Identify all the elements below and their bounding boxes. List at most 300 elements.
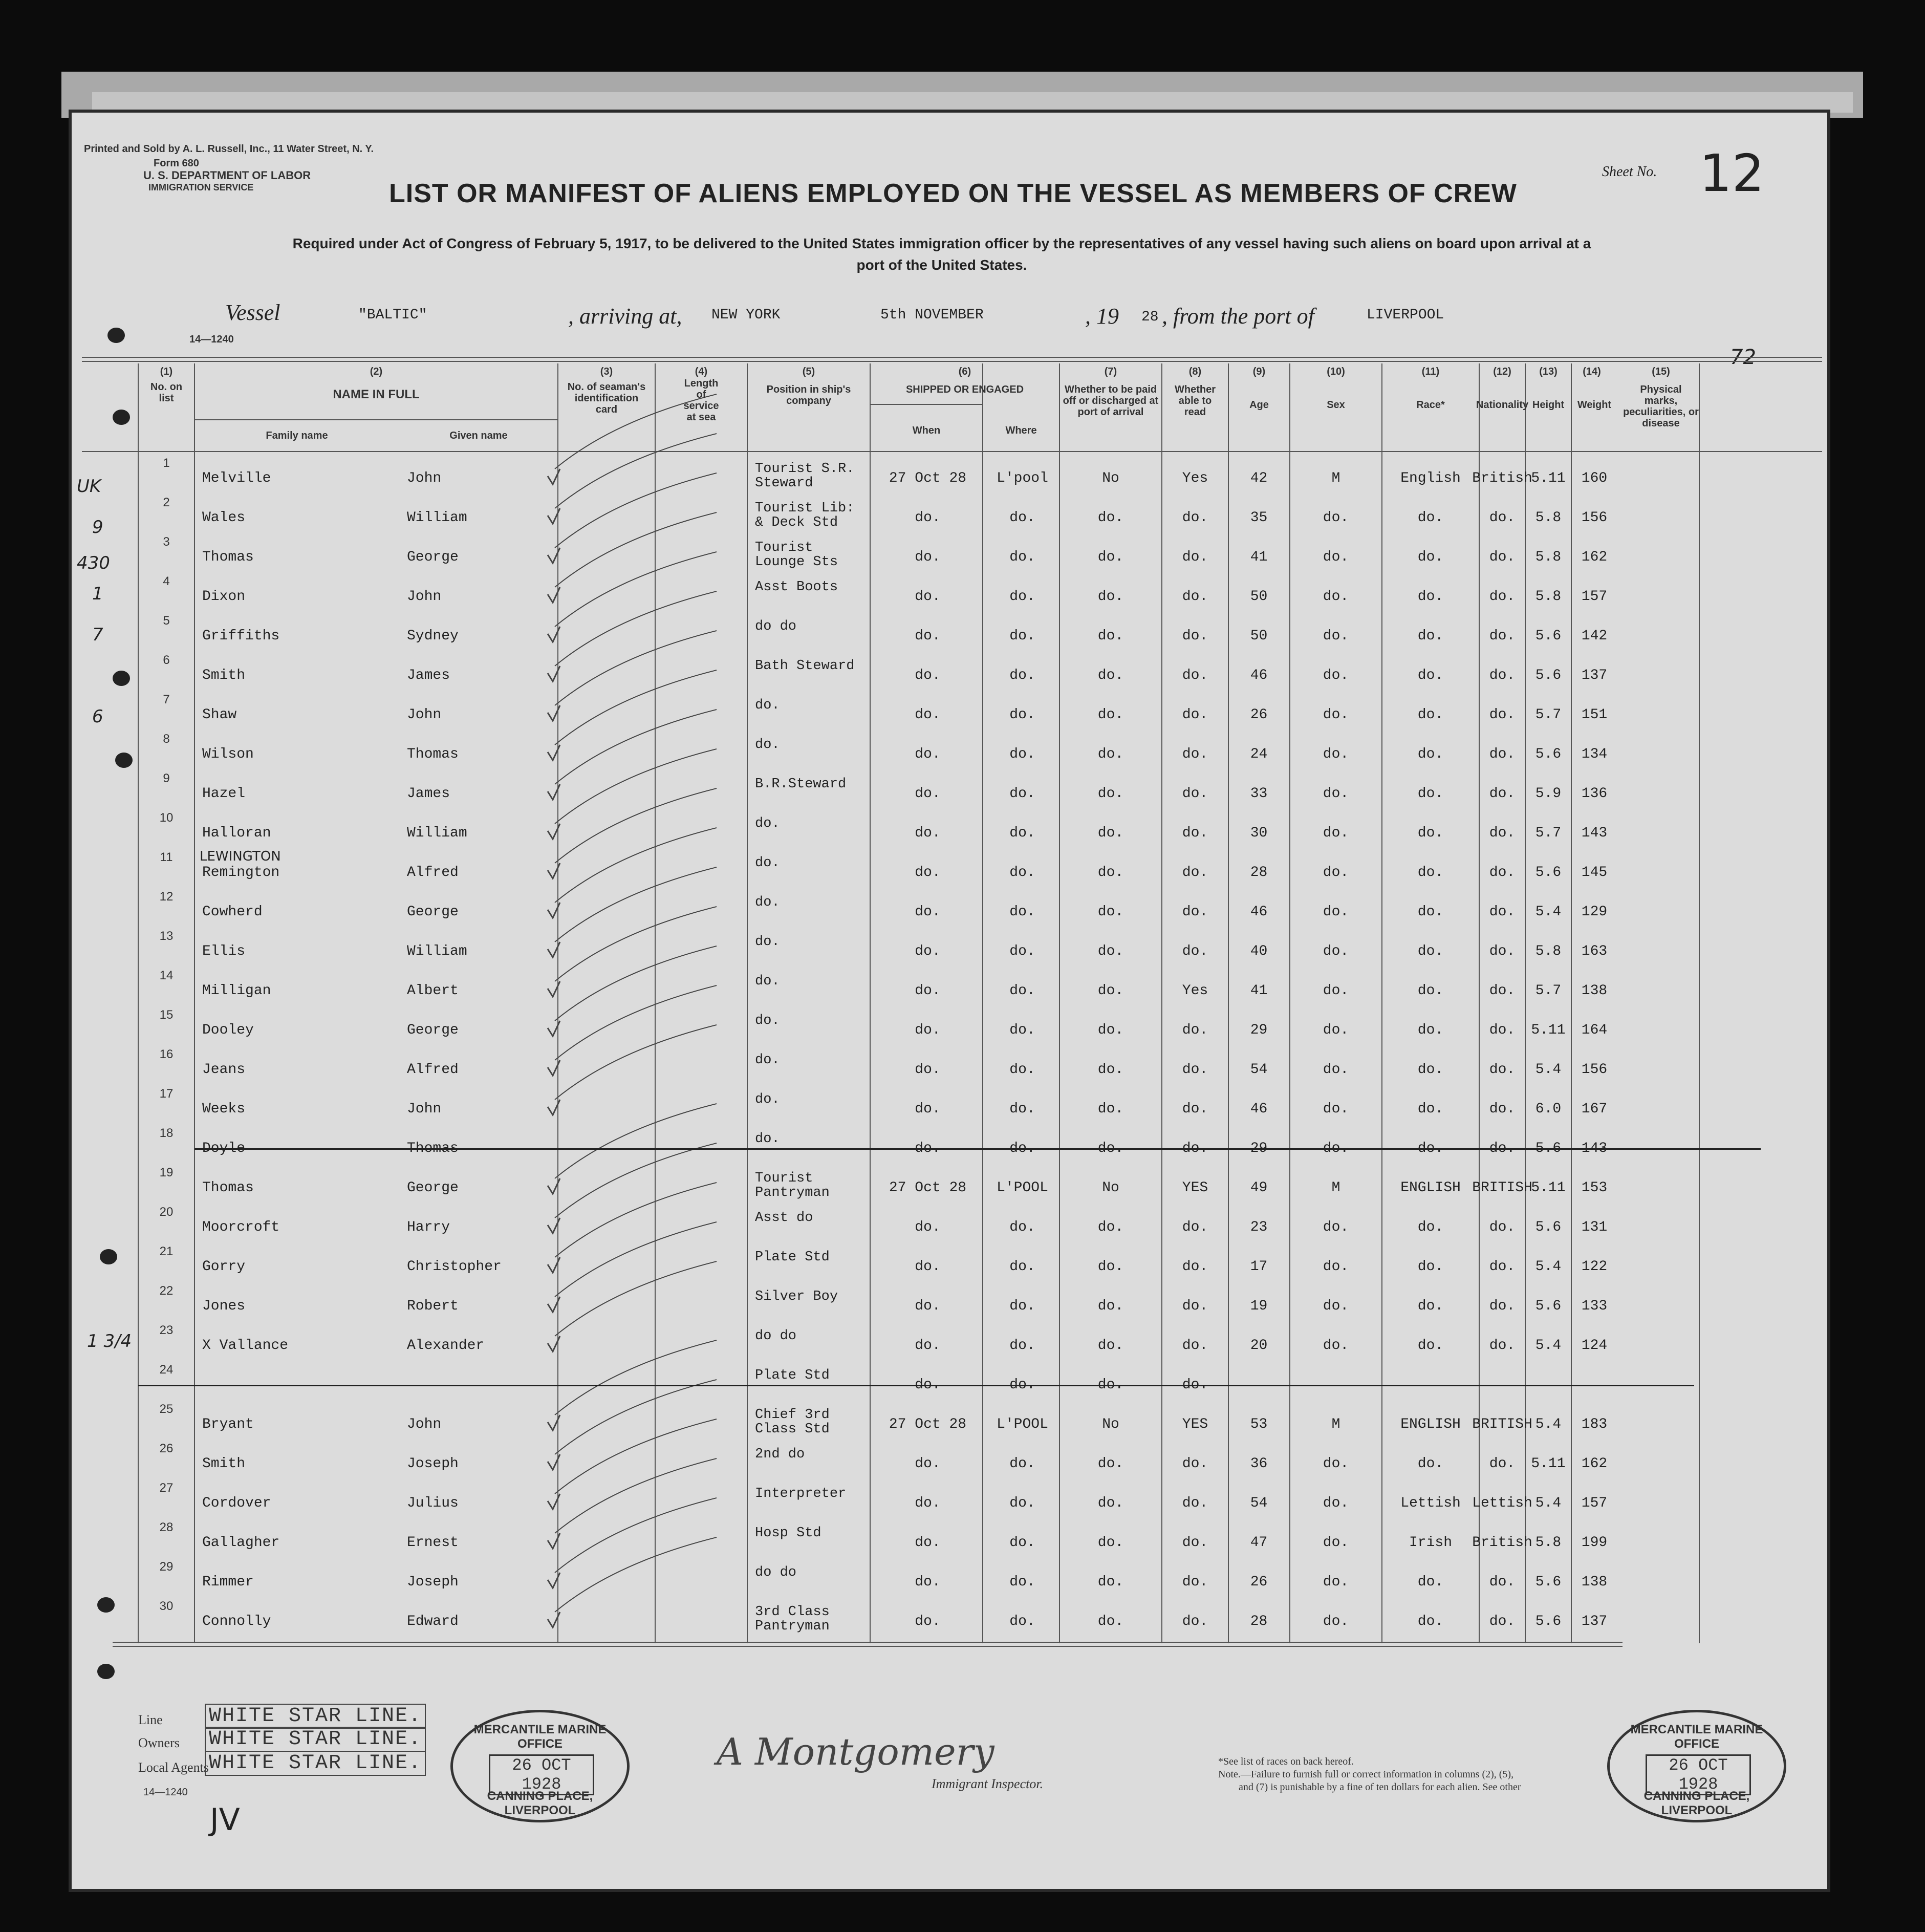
cell-height: 5.4 [1535, 1495, 1562, 1511]
cell-sex: do. [1323, 983, 1349, 999]
cell-no: 4 [163, 574, 170, 588]
cell-nat: do. [1489, 983, 1516, 999]
cell-paid: do. [1097, 1614, 1124, 1629]
cell-sex: do. [1323, 825, 1349, 841]
col5-label: Position in ship's company [766, 384, 851, 406]
margin-note: 7 [92, 625, 103, 645]
cell-height: 5.8 [1535, 1535, 1562, 1551]
cell-weight: 163 [1581, 943, 1608, 959]
cell-weight: 164 [1581, 1022, 1608, 1038]
cell-paid: do. [1097, 1219, 1124, 1235]
cell-position: do. [755, 1053, 780, 1068]
cell-where: L'POOL [997, 1416, 1048, 1432]
initials: JV [210, 1802, 240, 1838]
cell-paid: do. [1097, 1338, 1124, 1354]
cell-when: do. [915, 825, 941, 841]
cell-age: 53 [1250, 1416, 1268, 1432]
cell-age: 19 [1250, 1298, 1268, 1314]
page-title: LIST OR MANIFEST OF ALIENS EMPLOYED ON THE VESSEL AS MEMBERS OF CREW [389, 179, 1517, 208]
cell-family: Dooley [202, 1022, 254, 1038]
arriving-label: , arriving at, [568, 304, 682, 329]
cell-weight: 156 [1581, 510, 1608, 526]
cell-paid: do. [1097, 1062, 1124, 1078]
cell-age: 20 [1250, 1338, 1268, 1354]
cell-where: do. [1009, 549, 1035, 565]
table-row [72, 1323, 1827, 1372]
cell-when: do. [915, 1062, 941, 1078]
cell-age: 28 [1250, 1614, 1268, 1629]
cell-race: English [1400, 470, 1461, 486]
subtitle-line2: port of the United States. [856, 257, 1027, 273]
cell-no: 21 [159, 1244, 174, 1258]
departure-port: LIVERPOOL [1367, 307, 1444, 323]
cell-position: do. [755, 698, 780, 713]
cell-read: do. [1182, 1219, 1208, 1235]
cell-given: James [407, 786, 450, 802]
cell-when: do. [915, 943, 941, 959]
cell-age: 29 [1250, 1022, 1268, 1038]
cell-family: X Vallance [202, 1338, 289, 1354]
cell-race: do. [1417, 1062, 1444, 1078]
table-row [72, 1205, 1827, 1254]
cell-race: do. [1417, 549, 1444, 565]
cell-given: William [407, 825, 467, 841]
col15-num: (15) [1652, 366, 1670, 377]
cell-read: do. [1182, 1456, 1208, 1472]
cell-paid: do. [1097, 786, 1124, 802]
cell-sex: do. [1323, 1495, 1349, 1511]
cell-when: do. [915, 510, 941, 526]
cell-family: Cordover [202, 1495, 271, 1511]
cell-race: do. [1417, 510, 1444, 526]
cell-where: do. [1009, 1495, 1035, 1511]
table-row [72, 456, 1827, 505]
cell-when: do. [915, 1141, 941, 1156]
cell-race: do. [1417, 1101, 1444, 1117]
cell-given: James [407, 668, 450, 683]
cell-no: 12 [159, 890, 174, 904]
cell-position: Chief 3rd Class Std [755, 1407, 830, 1437]
cell-where: do. [1009, 668, 1035, 683]
cell-given: Robert [407, 1298, 459, 1314]
cell-read: do. [1182, 1338, 1208, 1354]
cell-nat: Lettish [1472, 1495, 1532, 1511]
cell-no: 7 [163, 693, 170, 706]
cell-weight: 134 [1581, 746, 1608, 762]
cell-sex: do. [1323, 1141, 1349, 1156]
cell-height: 5.7 [1535, 825, 1562, 841]
cell-paid: do. [1097, 589, 1124, 605]
cell-read: do. [1182, 1298, 1208, 1314]
cell-read: do. [1182, 1495, 1208, 1511]
cell-where: do. [1009, 825, 1035, 841]
cell-height: 5.7 [1535, 983, 1562, 999]
cell-family: Thomas [202, 549, 254, 565]
cell-read: do. [1182, 943, 1208, 959]
cell-position: Silver Boy [755, 1289, 838, 1304]
cell-sex: do. [1323, 943, 1349, 959]
cell-height: 6.0 [1535, 1101, 1562, 1117]
cell-no: 16 [159, 1047, 174, 1061]
cell-family: Smith [202, 668, 246, 683]
cell-no: 11 [160, 850, 173, 864]
line-label: Line [138, 1712, 163, 1727]
col10-num: (10) [1327, 366, 1345, 377]
cell-weight: 129 [1581, 904, 1608, 920]
owners-value: WHITE STAR LINE. [205, 1727, 426, 1752]
table-row [72, 574, 1827, 624]
year-prefix: , 19 [1085, 304, 1119, 329]
cell-height: 5.8 [1535, 549, 1562, 565]
cell-when: do. [915, 1377, 941, 1393]
col11-label: Race* [1416, 399, 1445, 411]
cell-no: 3 [163, 535, 170, 549]
cell-sex: do. [1323, 549, 1349, 565]
cell-weight: 137 [1581, 1614, 1608, 1629]
cell-sex: do. [1323, 1022, 1349, 1038]
col12-label: Nationality [1476, 399, 1529, 411]
footnote-note: Note.—Failure to furnish full or correct information in columns (2), (5), [1218, 1769, 1514, 1780]
agents-value: WHITE STAR LINE. [205, 1751, 426, 1776]
cell-position: Bath Steward [755, 658, 855, 674]
table-row [72, 1560, 1827, 1609]
table-row [72, 969, 1827, 1018]
cell-height: 5.11 [1531, 1180, 1566, 1196]
cell-given: Christopher [407, 1259, 502, 1275]
cell-paid: do. [1097, 549, 1124, 565]
col10-label: Sex [1327, 399, 1345, 411]
cell-family: Dixon [202, 589, 246, 605]
cell-height: 5.8 [1535, 510, 1562, 526]
col6-num: (6) [958, 366, 971, 377]
cell-family: Gallagher [202, 1535, 280, 1551]
cell-where: do. [1009, 1298, 1035, 1314]
cell-read: YES [1182, 1416, 1208, 1432]
cell-age: 42 [1250, 470, 1268, 486]
cell-when: do. [915, 1495, 941, 1511]
cell-race: ENGLISH [1400, 1180, 1461, 1196]
cell-sex: do. [1323, 865, 1349, 881]
col2-label: NAME IN FULL [333, 388, 420, 401]
cell-nat: do. [1489, 1219, 1516, 1235]
cell-given: William [407, 943, 467, 959]
cell-read: do. [1182, 1022, 1208, 1038]
cell-race: do. [1417, 1574, 1444, 1590]
cell-family: Thomas [202, 1180, 254, 1196]
cell-no: 19 [159, 1166, 174, 1179]
cell-sex: M [1331, 1180, 1340, 1196]
cell-paid: do. [1097, 1259, 1124, 1275]
cell-position: Asst do [755, 1210, 813, 1226]
col3-num: (3) [600, 366, 613, 377]
col4-label: Length of service at sea [683, 378, 719, 423]
cell-weight: 131 [1581, 1219, 1608, 1235]
cell-nat: do. [1489, 1259, 1516, 1275]
cell-given: George [407, 549, 459, 565]
cell-age: 49 [1250, 1180, 1268, 1196]
col5-num: (5) [802, 366, 815, 377]
cell-family: Ellis [202, 943, 246, 959]
table-row [72, 693, 1827, 742]
cell-when: do. [915, 1535, 941, 1551]
agents-label: Local Agents [138, 1760, 209, 1775]
cell-no: 26 [159, 1442, 174, 1455]
col6-label: SHIPPED OR ENGAGED [905, 384, 1024, 395]
cell-nat: British [1472, 470, 1532, 486]
cell-family: Smith [202, 1456, 246, 1472]
cell-weight: 124 [1581, 1338, 1608, 1354]
cell-nat: do. [1489, 943, 1516, 959]
table-row [72, 732, 1827, 781]
cell-height: 5.4 [1535, 1416, 1562, 1432]
cell-nat: do. [1489, 549, 1516, 565]
cell-race: do. [1417, 589, 1444, 605]
cell-race: do. [1417, 983, 1444, 999]
cell-sex: do. [1323, 707, 1349, 723]
cell-given: Alexander [407, 1338, 485, 1354]
cell-age: 50 [1250, 628, 1268, 644]
col13-label: Height [1532, 399, 1565, 411]
table-row [72, 496, 1827, 545]
cell-race: do. [1417, 825, 1444, 841]
cell-given: Alfred [407, 1062, 459, 1078]
cell-family: Moorcroft [202, 1219, 280, 1235]
margin-note: 1 [92, 584, 103, 604]
cell-height: 5.6 [1535, 628, 1562, 644]
cell-height: 5.11 [1531, 470, 1566, 486]
cell-no: 24 [159, 1363, 174, 1377]
cell-when: do. [915, 865, 941, 881]
vessel-label: Vessel [225, 300, 280, 325]
cell-age: 24 [1250, 746, 1268, 762]
cell-when: do. [915, 786, 941, 802]
cell-height: 5.6 [1535, 668, 1562, 683]
cell-paid: do. [1097, 1022, 1124, 1038]
cell-sex: do. [1323, 628, 1349, 644]
count-note: 72 [1730, 346, 1756, 369]
col4-num: (4) [695, 366, 708, 377]
cell-nat: BRITISH [1472, 1180, 1532, 1196]
cell-where: do. [1009, 1101, 1035, 1117]
owners-label: Owners [138, 1735, 180, 1750]
cell-read: do. [1182, 707, 1208, 723]
cell-no: 9 [163, 771, 170, 785]
cell-nat: do. [1489, 825, 1516, 841]
cell-read: do. [1182, 1535, 1208, 1551]
cell-paid: do. [1097, 1495, 1124, 1511]
col9-num: (9) [1252, 366, 1266, 377]
cell-age: 36 [1250, 1456, 1268, 1472]
cell-race: do. [1417, 1259, 1444, 1275]
cell-weight: 199 [1581, 1535, 1608, 1551]
cell-position: 3rd Class Pantryman [755, 1604, 830, 1634]
cell-family: Gorry [202, 1259, 246, 1275]
cell-age: 26 [1250, 1574, 1268, 1590]
cell-position: do do [755, 1328, 797, 1344]
cell-nat: do. [1489, 1022, 1516, 1038]
cell-no: 23 [159, 1323, 174, 1337]
crew-rows [72, 456, 1827, 1643]
cell-position: do. [755, 855, 780, 871]
cell-height: 5.9 [1535, 786, 1562, 802]
cell-position: B.R.Steward [755, 777, 847, 792]
cell-family: Remington [202, 865, 280, 881]
col7-num: (7) [1104, 366, 1117, 377]
cell-given: George [407, 1022, 459, 1038]
cell-given: Joseph [407, 1456, 459, 1472]
stamp-bottom-text: CANNING PLACE, LIVERPOOL [1643, 1789, 1750, 1817]
cell-read: do. [1182, 1101, 1208, 1117]
table-row [72, 771, 1827, 821]
cell-height: 5.6 [1535, 1614, 1562, 1629]
cell-when: do. [915, 1614, 941, 1629]
cell-read: do. [1182, 865, 1208, 881]
col3-label: No. of seaman's identification card [567, 381, 646, 415]
cell-age: 54 [1250, 1062, 1268, 1078]
cell-nat: do. [1489, 1101, 1516, 1117]
cell-nat: do. [1489, 1574, 1516, 1590]
cell-no: 14 [159, 969, 174, 982]
cell-read: do. [1182, 510, 1208, 526]
cell-given: Joseph [407, 1574, 459, 1590]
cell-where: do. [1009, 1377, 1035, 1393]
margin-note: 9 [92, 517, 103, 538]
cell-race: do. [1417, 668, 1444, 683]
col14-num: (14) [1583, 366, 1601, 377]
cell-position: do. [755, 1013, 780, 1028]
subtitle-line1: Required under Act of Congress of February 5, 1917, to be delivered to the United States immigration officer by the representatives of any vessel having such aliens on board upon arrival at a [292, 235, 1591, 251]
margin-note: 1 3/4 [87, 1331, 132, 1351]
cell-family: Wales [202, 510, 246, 526]
printer-line: Printed and Sold by A. L. Russell, Inc., 11 Water Street, N. Y. [84, 143, 374, 155]
cell-when: do. [915, 1219, 941, 1235]
cell-given: Thomas [407, 1141, 459, 1156]
cell-nat: do. [1489, 1614, 1516, 1629]
stamp-top-text: MERCANTILE MARINE OFFICE [1630, 1723, 1763, 1751]
cell-read: do. [1182, 825, 1208, 841]
cell-sex: do. [1323, 786, 1349, 802]
table-row [72, 614, 1827, 663]
cell-race: do. [1417, 865, 1444, 881]
cell-given: Sydney [407, 628, 459, 644]
cell-nat: do. [1489, 589, 1516, 605]
cell-weight: 143 [1581, 825, 1608, 841]
cell-no: 30 [159, 1599, 174, 1613]
cell-paid: No [1102, 1180, 1119, 1196]
cell-given: John [407, 1416, 442, 1432]
cell-where: do. [1009, 1062, 1035, 1078]
cell-position: Tourist S.R. Steward [755, 461, 855, 491]
cell-race: do. [1417, 1219, 1444, 1235]
cell-given: Thomas [407, 746, 459, 762]
cell-age: 40 [1250, 943, 1268, 959]
from-label: , from the port of [1162, 304, 1314, 329]
table-row [72, 811, 1827, 860]
cell-paid: do. [1097, 746, 1124, 762]
cell-age: 33 [1250, 786, 1268, 802]
col15-label: Physical marks, peculiarities, or disease [1623, 384, 1699, 429]
table-row [72, 1284, 1827, 1333]
col2-given-label: Given name [449, 430, 508, 441]
cell-age: 46 [1250, 904, 1268, 920]
table-row [72, 890, 1827, 939]
cell-no: 29 [159, 1560, 174, 1574]
cell-family: Rimmer [202, 1574, 254, 1590]
cell-sex: do. [1323, 746, 1349, 762]
cell-nat: British [1472, 1535, 1532, 1551]
cell-paid: do. [1097, 904, 1124, 920]
cell-nat: BRITISH [1472, 1416, 1532, 1432]
cell-family: Connolly [202, 1614, 271, 1629]
cell-no: 20 [159, 1205, 174, 1219]
family-name-correction: LEWINGTON [200, 849, 281, 864]
cell-no: 28 [159, 1520, 174, 1534]
cell-height: 5.7 [1535, 707, 1562, 723]
cell-where: do. [1009, 904, 1035, 920]
cell-weight: 138 [1581, 983, 1608, 999]
cell-weight: 133 [1581, 1298, 1608, 1314]
stamp-date: 26 OCT 1928 [489, 1754, 594, 1795]
cell-family: Jeans [202, 1062, 246, 1078]
cell-family: Cowherd [202, 904, 263, 920]
cell-where: do. [1009, 746, 1035, 762]
cell-when: do. [915, 1456, 941, 1472]
cell-age: 30 [1250, 825, 1268, 841]
cell-height: 5.6 [1535, 1298, 1562, 1314]
cell-weight: 162 [1581, 1456, 1608, 1472]
cell-read: Yes [1182, 470, 1208, 486]
table-row [72, 535, 1827, 584]
cell-no: 2 [163, 496, 170, 509]
cell-given: William [407, 510, 467, 526]
cell-given: Julius [407, 1495, 459, 1511]
table-row [72, 1442, 1827, 1491]
cell-when: do. [915, 1022, 941, 1038]
cell-read: do. [1182, 668, 1208, 683]
cell-race: do. [1417, 628, 1444, 644]
cell-race: do. [1417, 904, 1444, 920]
cell-position: Interpreter [755, 1486, 847, 1501]
col2-num: (2) [370, 366, 383, 377]
cell-position: Asst Boots [755, 579, 838, 595]
cell-family: Bryant [202, 1416, 254, 1432]
cell-nat: do. [1489, 904, 1516, 920]
table-row [72, 1363, 1827, 1412]
cell-nat: do. [1489, 1338, 1516, 1354]
cell-when: do. [915, 1259, 941, 1275]
cell-sex: do. [1323, 1259, 1349, 1275]
cell-weight: 136 [1581, 786, 1608, 802]
table-row [72, 1599, 1827, 1648]
cell-paid: do. [1097, 983, 1124, 999]
cell-read: do. [1182, 1614, 1208, 1629]
cell-height: 5.4 [1535, 1259, 1562, 1275]
col11-num: (11) [1421, 366, 1440, 377]
cell-read: do. [1182, 1377, 1208, 1393]
cell-family: Hazel [202, 786, 246, 802]
office-stamp-right [1607, 1710, 1786, 1822]
cell-when: do. [915, 589, 941, 605]
cell-position: do. [755, 974, 780, 989]
inspector-signature: A Montgomery [717, 1730, 994, 1773]
cell-height: 5.8 [1535, 943, 1562, 959]
cell-race: do. [1417, 943, 1444, 959]
cell-where: do. [1009, 1022, 1035, 1038]
cell-where: do. [1009, 1338, 1035, 1354]
cell-paid: do. [1097, 1298, 1124, 1314]
cell-paid: No [1102, 1416, 1119, 1432]
table-row [72, 849, 1827, 899]
